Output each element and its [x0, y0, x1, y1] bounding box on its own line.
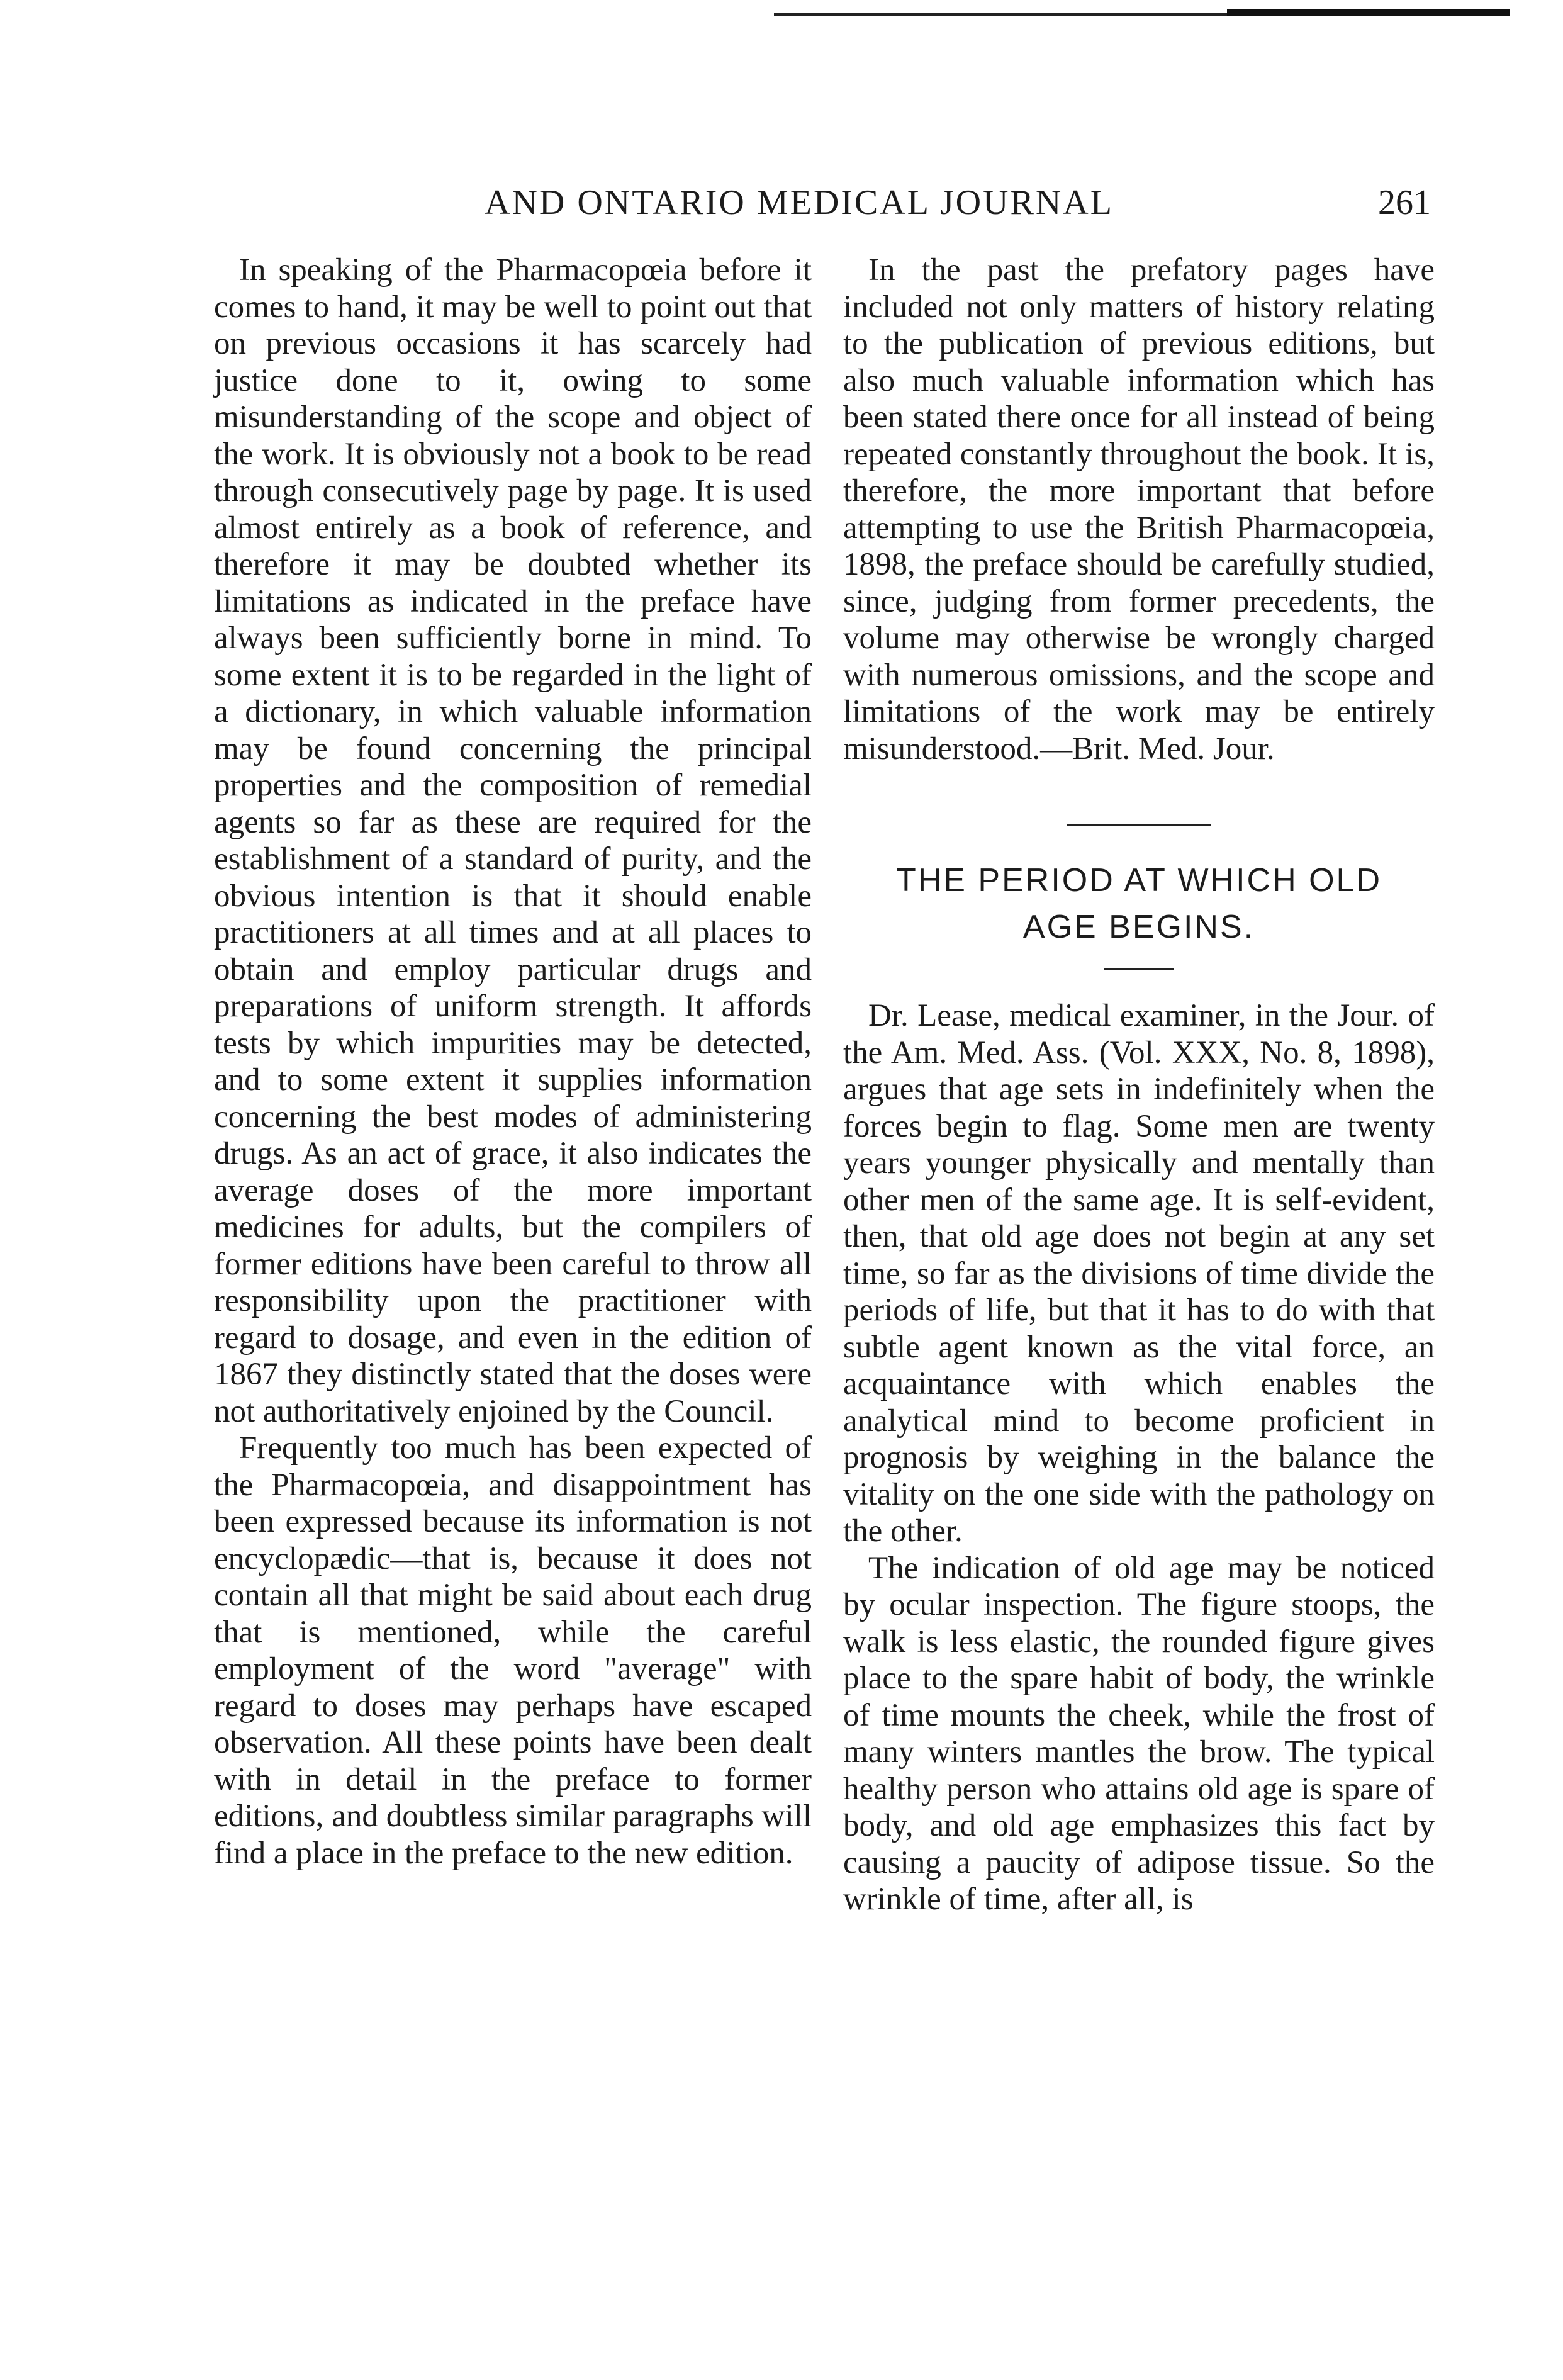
right-paragraph-2: The indication of old age may be noticed by ocular inspection. The figure stoops, the walk is less elastic, the rounded figure gives place to the spare habit of body, the wrinkle of time mounts the cheek, while the frost of many winters mantles the brow. The typical healthy person who attains old age is spare of body, and old age emphasizes this fact by causing a paucity of adipose tissue. So the wrinkle of time, after all, is: [843, 1550, 1435, 1917]
title-underline: [1104, 968, 1174, 970]
left-paragraph-1: In speaking of the Pharmacopœia before it comes to hand, it may be well to point out that on previous occasions it has scarcely had justice done to it, owing to some misunderstanding of the scope and object of the work. It is obviously not a book to be read through consecutively page by page. It is used almost entirely as a book of reference, and therefore it may be doubted whether its limitations as indicated in the preface have always been sufficiently borne in mind. To some extent it is to be regarded in the light of a dictionary, in which valuable information may be found concerning the principal properties and the composition of remedial agents so far as these are required for the establishment of a standard of purity, and the obvious intention is that it should enable practitioners at all times and at all places to obtain and employ particular drugs and preparations of uniform strength. It affords tests by which impurities may be detected, and to some extent it supplies information concerning the best modes of administering drugs. As an act of grace, it also indicates the average doses of the more important medicines for adults, but the compilers of former editions have been careful to throw all responsibility upon the practitioner with regard to dosage, and even in the edition of 1867 they distinctly stated that the doses were not authoritatively enjoined by the Council.: [214, 252, 812, 1429]
running-head: AND ONTARIO MEDICAL JOURNAL: [485, 183, 1114, 222]
section-title-line-2: AGE BEGINS.: [1022, 909, 1255, 945]
section-title-line-1: THE PERIOD AT WHICH OLD: [895, 862, 1382, 899]
left-paragraph-2: Frequently too much has been expected of the Pharmacopœia, and disappointment has been expressed because its information is not encyclopædic—that is, because it does not contain all that might be said about each drug that is mentioned, while the careful employment of the word "average" with regard to doses may perhaps have escaped observation. All these points have been dealt with in detail in the preface to former editions, and doubtless similar paragraphs will find a place in the preface to the new edition.: [214, 1430, 812, 1871]
page-number: 261: [1378, 183, 1431, 222]
right-paragraph-1: Dr. Lease, medical examiner, in the Jour. of the Am. Med. Ass. (Vol. XXX, No. 8, 1898), argues that age sets in indefinitely when the forces begin to flag. Some men are twenty years younger physically and mentally than other men of the same age. It is self-evident, then, that old age does not begin at any set time, so far as the divisions of time divide the periods of life, but that it has to do with that subtle agent known as the vital force, an acquaintance with which enables the analytical mind to become proficient in prognosis by weighing in the balance the vitality on the one side with the pathology on the other.: [843, 998, 1435, 1549]
top-rule-heavy: [1227, 9, 1510, 16]
section-separator: [1067, 824, 1211, 826]
right-column: [843, 252, 1435, 1918]
right-intro-paragraph: In the past the prefatory pages have included not only matters of history relating to the publication of previous editions, but also much valuable information which has been stated there once for all instead of being repeated constantly throughout the book. It is, therefore, the more important that before attempting to use the British Pharmacopœia, 1898, the preface should be carefully studied, since, judging from former precedents, the volume may otherwise be wrongly charged with numerous omissions, and the scope and limitations of the work may be entirely misunderstood.—Brit. Med. Jour.: [843, 252, 1435, 766]
left-column: [214, 252, 812, 1872]
